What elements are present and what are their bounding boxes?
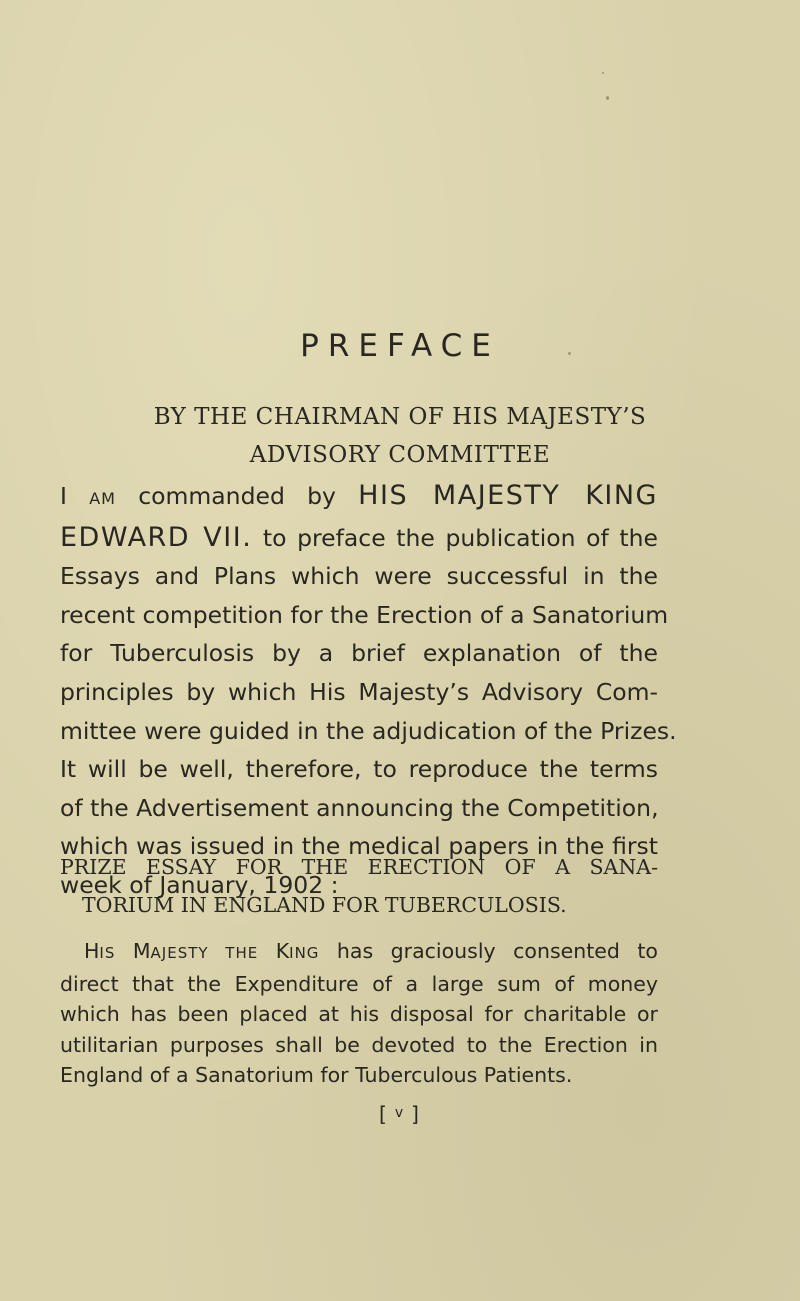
paragraph-line: which has been placed at his disposal for charitable or [60, 1002, 658, 1026]
king-name: HIS MAJESTY KING [358, 480, 658, 511]
paragraph-line: direct that the Expenditure of a large sum of money [60, 971, 658, 996]
king-name: EDWARD VII. [60, 521, 253, 553]
page-numeral: v [394, 1105, 406, 1121]
advertisement-paragraph [60, 936, 658, 1091]
paragraph-line: of the Advertisement announcing the Competition, [60, 793, 659, 822]
bracket: [ [379, 1102, 389, 1126]
paragraph-line: England of a Sanatorium for Tuberculous Patients. [60, 1063, 573, 1087]
page-number [0, 1102, 800, 1126]
small-caps-word: AM [89, 489, 116, 508]
paragraph-line: week of January, 1902 : [60, 870, 339, 899]
subtitle-line: ADVISORY COMMITTEE [249, 442, 551, 468]
paper-speck [602, 72, 604, 74]
paragraph-line: It will be well, therefore, to reproduce the terms [60, 755, 658, 784]
paragraph-line [60, 477, 658, 519]
paper-speck [606, 96, 609, 100]
subtitle-line: BY THE CHAIRMAN OF HIS MAJESTY’S [153, 404, 647, 430]
text-run: K [275, 939, 290, 963]
paragraph-line [60, 936, 658, 969]
page-title: PREFACE [300, 328, 500, 364]
paragraph-line: for Tuberculosis by a brief explanation of the [60, 639, 658, 668]
initial-word: I [60, 482, 67, 510]
text-run: has graciously consented to [336, 939, 658, 963]
text-run: H [84, 939, 100, 963]
subtitle [60, 398, 740, 474]
paragraph-line: Essays and Plans which were successful in the [60, 562, 658, 591]
advertisement-heading [60, 848, 658, 924]
paragraph-line [60, 519, 658, 558]
small-caps-word: AJESTY THE [150, 944, 259, 962]
small-caps-word: ING [289, 944, 320, 962]
paragraph-line: utilitarian purposes shall be devoted to the Erection in [60, 1032, 658, 1057]
bracket: ] [411, 1102, 421, 1126]
paragraph-line: mittee were guided in the adjudication of the Prizes. [60, 716, 677, 745]
text-run: commanded by [138, 482, 336, 510]
text-run: to preface the publication of the [262, 523, 658, 552]
paragraph-line: which was issued in the medical papers in the first [60, 832, 658, 861]
paragraph-line: principles by which His Majesty’s Advisory Com- [60, 677, 658, 706]
small-caps-word: IS [99, 944, 116, 962]
text-run: M [132, 939, 151, 963]
paragraph-line: recent competition for the Erection of a Sanatorium [60, 600, 669, 629]
heading-line: TORIUM IN ENGLAND FOR TUBERCULOSIS. [82, 893, 567, 917]
heading-line: PRIZE ESSAY FOR THE ERECTION OF A SANA- [60, 855, 658, 879]
preface-paragraph [60, 477, 677, 905]
